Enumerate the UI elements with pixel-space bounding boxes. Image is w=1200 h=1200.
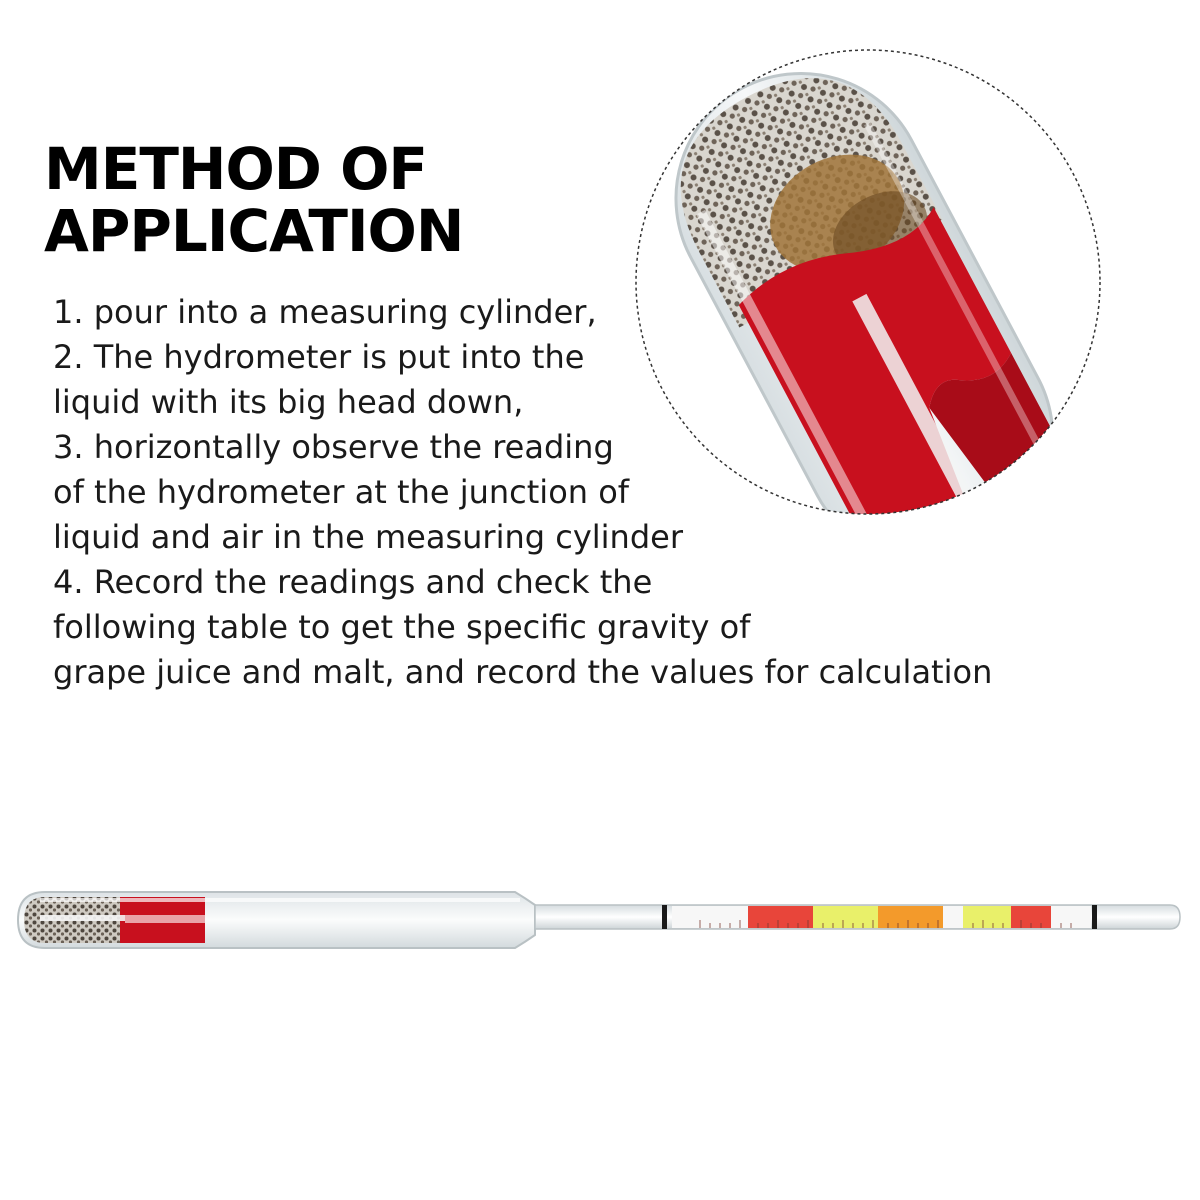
instruction-line: 2. The hydrometer is put into the <box>53 338 585 376</box>
instruction-line: of the hydrometer at the junction of <box>53 473 630 511</box>
title-line-1: METHOD OF <box>44 135 428 203</box>
instruction-line: 3. horizontally observe the reading <box>53 428 614 466</box>
instruction-line: liquid with its big head down, <box>53 383 524 421</box>
instruction-line: 1. pour into a measuring cylinder, <box>53 293 597 331</box>
instruction-line: liquid and air in the measuring cylinder <box>53 518 683 556</box>
instruction-line: following table to get the specific gravity of <box>53 608 751 646</box>
title-line-2: APPLICATION <box>44 197 464 265</box>
instruction-line: 4. Record the readings and check the <box>53 563 653 601</box>
instruction-line: grape juice and malt, and record the values for calculation <box>53 653 993 691</box>
